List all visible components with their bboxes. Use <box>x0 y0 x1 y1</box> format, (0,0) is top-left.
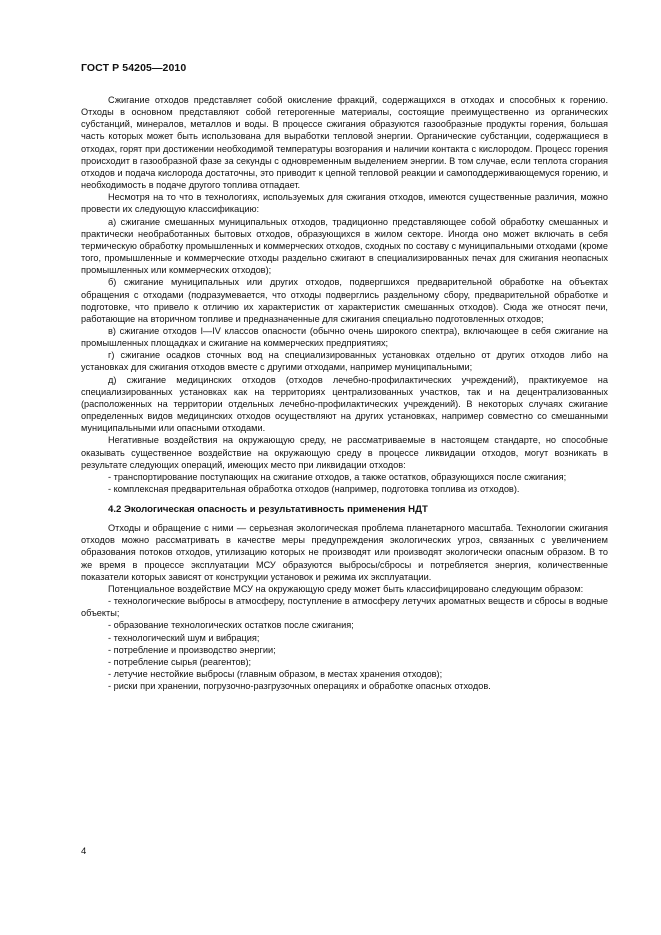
paragraph: Несмотря на то что в технологиях, используемых для сжигания отходов, имеются существенные различия, можно провести их следующую классификацию: <box>81 192 608 215</box>
list-item: - летучие нестойкие выбросы (главным образом, в местах хранения отходов); <box>108 669 443 680</box>
list-item: в) сжигание отходов I—IV классов опасности (обычно очень широкого спектра), включающее в себя сжигание на промышленных площадках и сжигание на коммерческих предприятиях; <box>81 325 608 349</box>
list-item: д) сжигание медицинских отходов (отходов лечебно-профилактических учреждений), практикуемое на специализированных установках как на территориях централизованных участков, так и на децентрализованных (расположенных на территории отдельных лечебно-профилактических учреждений). В некоторых случаях сжигание определенных видов медицинских отходов осуществляют на других установках, например совместно со смешанными муниципальными или опасными отходами. <box>81 374 608 434</box>
list-item: - риски при хранении, погрузочно-разгрузочных операциях и обработке опасных отходов. <box>108 681 491 692</box>
paragraph: Отходы и обращение с ними — серьезная экологическая проблема планетарного масштаба. Технологии сжигания отходов можно рассматривать в качестве меры предупреждения экологических угроз, связанных с увеличением образования потоков отходов, утилизацию которых не производят или производят экологически опасным образом. В то же время в процессе эксплуатации МСУ образуются выбросы/сбросы и потребляется энергия, количественные показатели которых зависят от конструкции установок и режима их эксплуатации. <box>81 523 608 582</box>
list-item: - технологический шум и вибрация; <box>108 632 260 643</box>
page-number: 4 <box>81 846 87 857</box>
list-item: - комплексная предварительная обработка отходов (например, подготовка топлива из отходов). <box>108 484 520 494</box>
list-item: - образование технологических остатков после сжигания; <box>108 620 354 631</box>
list-item: б) сжигание муниципальных или других отходов, подвергшихся предварительной обработке на объектах обращения с отходами (подразумевается, что отходы подверглись раздельному сбору, предварительной обработке и подготовке, что привело к отличию их характеристик от характеристик смешанных отходов). Сюда же относят печи, работающие на вторичном топливе и предназначенные для сжигания специально подготовленных отходов; <box>81 277 608 324</box>
list-item: г) сжигание осадков сточных вод на специализированных установках отдельно от других отходов либо на установках для сжигания отходов вместе с другими отходами, например муниципальными; <box>81 350 608 373</box>
section-heading: 4.2 Экологическая опасность и результативность применения НДТ <box>108 504 428 516</box>
paragraph: Потенциальное воздействие МСУ на окружающую среду может быть классифицировано следующим образом: <box>108 583 584 594</box>
list-item: - потребление и производство энергии; <box>108 644 276 655</box>
document-body <box>81 94 608 692</box>
list-item: - потребление сырья (реагентов); <box>108 656 252 667</box>
paragraph: Сжигание отходов представляет собой окисление фракций, содержащихся в отходах и способных к горению. Отходы в основном представляют собой гетерогенные материалы, состоящие преимущественно из органических субстанций, минералов, металлов и воды. В процессе сжигания образуются газообразные продукты горения, большая часть которых может быть использована для выработки тепловой энергии. Органические субстанции, содержащиеся в отходах, горят при достижении необходимой температуры возгорания и наличии контакта с кислородом. Процесс горения происходит в газообразной фазе за секунды с одновременным выделением энергии. В том случае, если теплота сгорания отходов и подача кислорода достаточны, это приводит к цепной тепловой реакции и самоподдерживающемуся горению, и необходимость в подаче другого топлива отпадает. <box>81 95 608 191</box>
standard-header: ГОСТ Р 54205—2010 <box>81 62 187 74</box>
list-item: - технологические выбросы в атмосферу, поступление в атмосферу летучих ароматных веществ и сбросы в водные объекты; <box>81 596 608 619</box>
list-item: - транспортирование поступающих на сжигание отходов, а также остатков, образующихся после сжигания; <box>108 471 567 482</box>
list-item: а) сжигание смешанных муниципальных отходов, традиционно представляющее собой обработку смешанных и практически необработанных бытовых отходов, образующихся в жилом секторе. Иногда оно может включать в себя термическую обработку промышленных и коммерческих отходов, сходных по составу с муниципальными отходами (кроме того, промышленные и коммерческие отходы раздельно сжигают в специализированных печах для сжигания неопасных промышленных или коммерческих отходов); <box>81 216 608 276</box>
paragraph: Негативные воздействия на окружающую среду, не рассматриваемые в настоящем стандарте, но способные оказывать существенное воздействие на окружающую среду в процессе ликвидации отходов, могут возникать в результате следующих операций, имеющих место при ликвидации отходов: <box>81 435 608 470</box>
